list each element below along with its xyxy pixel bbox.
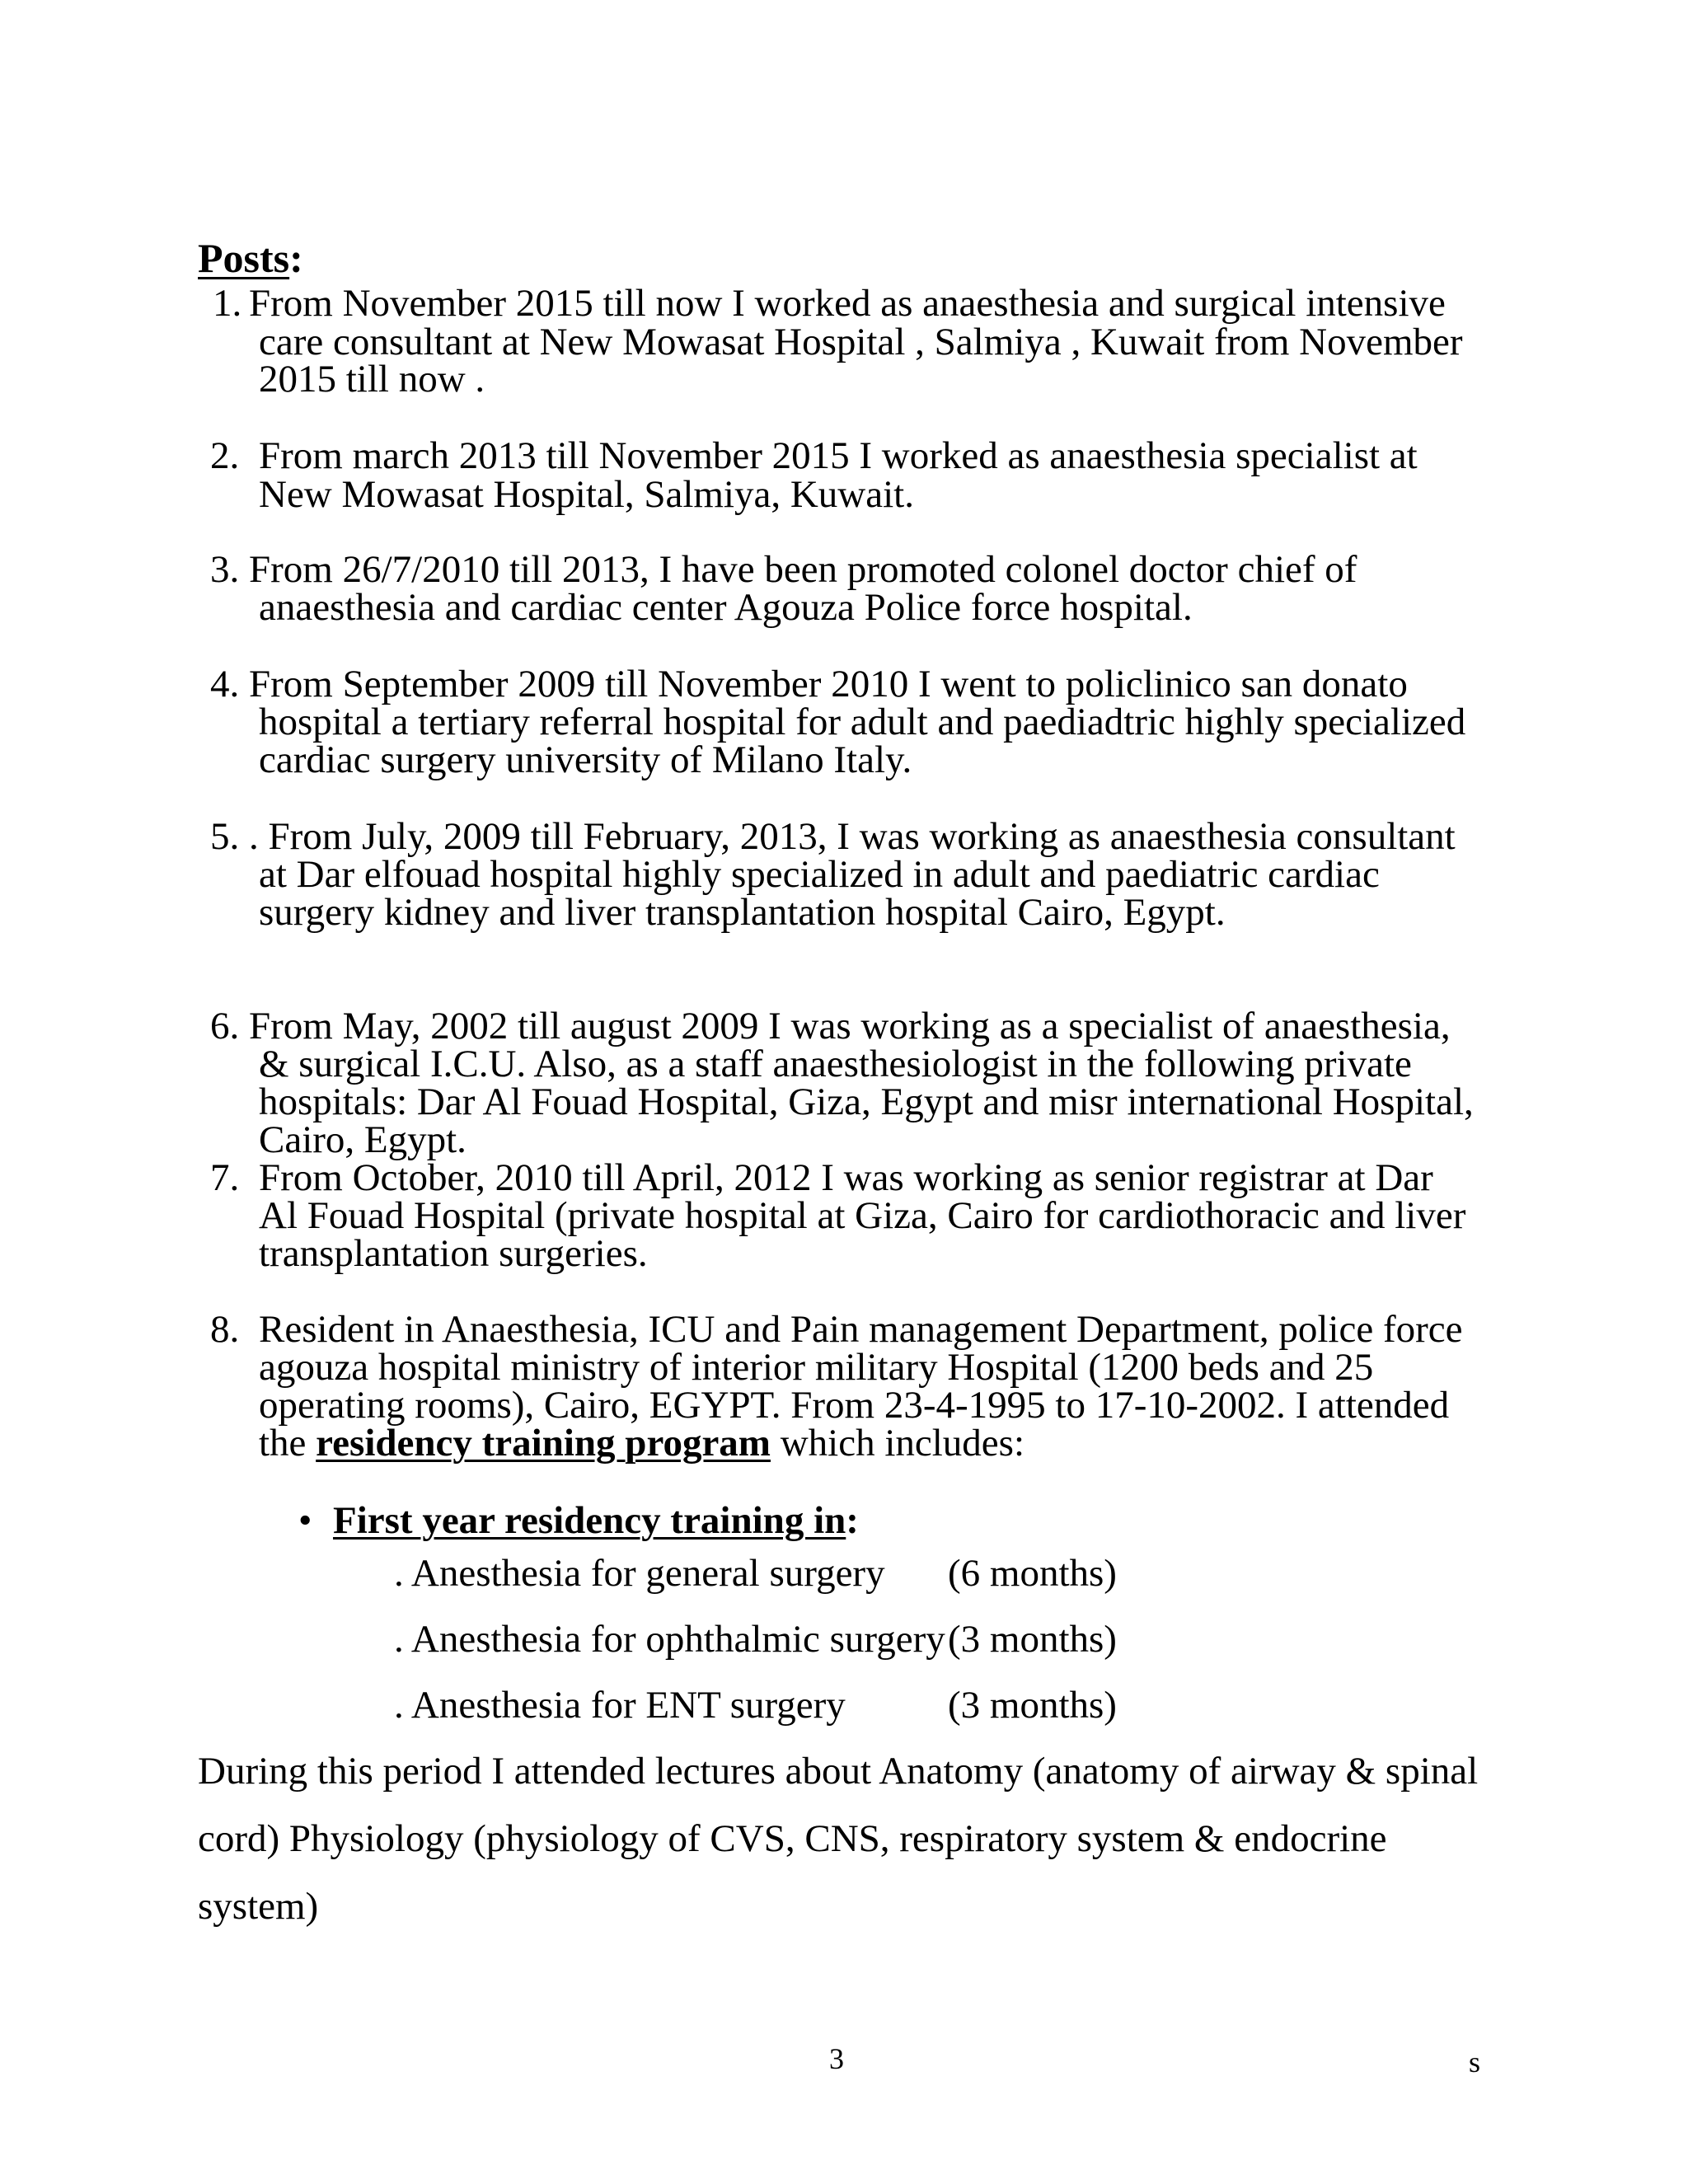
item-line: Cairo, Egypt.: [259, 1118, 467, 1161]
item-number: 1.: [213, 282, 242, 325]
item-line: From 26/7/2010 till 2013, I have been promoted colonel doctor chief of: [249, 548, 1357, 591]
residency-program-emphasis: residency training program: [316, 1422, 771, 1465]
item-line: From October, 2010 till April, 2012 I was working as senior registrar at Dar: [259, 1156, 1433, 1199]
item-number: 7.: [210, 1156, 240, 1199]
item-line: transplantation surgeries.: [259, 1232, 648, 1275]
item-line: From May, 2002 till august 2009 I was working as a specialist of anaesthesia,: [249, 1005, 1451, 1047]
item-line: care consultant at New Mowasat Hospital , Salmiya , Kuwait from November: [259, 321, 1463, 363]
item-line: at Dar elfouad hospital highly specialized in adult and paediatric cardiac: [259, 853, 1380, 896]
line-prefix: the: [259, 1422, 316, 1465]
paragraph-line: cord) Physiology (physiology of CVS, CNS, respiratory system & endocrine: [198, 1817, 1387, 1860]
paragraph-line: system): [198, 1885, 319, 1928]
rotation-duration: (3 months): [948, 1618, 1117, 1661]
paragraph-line: During this period I attended lectures about Anatomy (anatomy of airway & spinal: [198, 1750, 1479, 1793]
item-line: cardiac surgery university of Milano Italy.: [259, 738, 912, 781]
item-line: agouza hospital ministry of interior military Hospital (1200 beds and 25: [259, 1346, 1374, 1389]
item-line: From march 2013 till November 2015 I worked as anaesthesia specialist at: [259, 434, 1418, 477]
item-line: anaesthesia and cardiac center Agouza Police force hospital.: [259, 586, 1193, 629]
item-line: [259, 1424, 1025, 1463]
item-line: Al Fouad Hospital (private hospital at Giza, Cairo for cardiothoracic and liver: [259, 1194, 1466, 1237]
item-line: operating rooms), Cairo, EGYPT. From 23-4-1995 to 17-10-2002. I attended: [259, 1384, 1450, 1427]
item-line: From November 2015 till now I worked as anaesthesia and surgical intensive: [249, 282, 1446, 325]
rotation-duration: (6 months): [948, 1552, 1117, 1595]
item-number: 6.: [210, 1005, 240, 1047]
bullet-title: First year residency training in:: [333, 1499, 859, 1542]
item-line: 2015 till now .: [259, 358, 485, 401]
item-number: 5.: [210, 815, 240, 858]
rotation-duration: (3 months): [948, 1684, 1117, 1727]
item-line: surgery kidney and liver transplantation hospital Cairo, Egypt.: [259, 891, 1226, 934]
rotation-name: . Anesthesia for general surgery: [394, 1552, 885, 1595]
corner-mark: s: [1469, 2046, 1481, 2079]
line-suffix: which includes:: [770, 1422, 1025, 1465]
rotation-name: . Anesthesia for ophthalmic surgery: [394, 1618, 945, 1661]
item-line: hospital a tertiary referral hospital for adult and paediadtric highly specialized: [259, 701, 1466, 743]
item-line: . From July, 2009 till February, 2013, I was working as anaesthesia consultant: [249, 815, 1456, 858]
item-number: 8.: [210, 1308, 240, 1351]
item-number: 3.: [210, 548, 240, 591]
rotation-name: . Anesthesia for ENT surgery: [394, 1684, 846, 1727]
item-number: 2.: [210, 434, 240, 477]
item-line: From September 2009 till November 2010 I went to policlinico san donato: [249, 663, 1408, 705]
item-line: New Mowasat Hospital, Salmiya, Kuwait.: [259, 473, 914, 516]
page-number: 3: [829, 2042, 844, 2075]
posts-heading: Posts:: [198, 235, 303, 281]
item-line: & surgical I.C.U. Also, as a staff anaesthesiologist in the following private: [259, 1043, 1412, 1085]
item-line: Resident in Anaesthesia, ICU and Pain management Department, police force: [259, 1308, 1463, 1351]
bullet-icon: •: [298, 1499, 312, 1542]
item-number: 4.: [210, 663, 240, 705]
item-line: hospitals: Dar Al Fouad Hospital, Giza, Egypt and misr international Hospital,: [259, 1080, 1474, 1123]
